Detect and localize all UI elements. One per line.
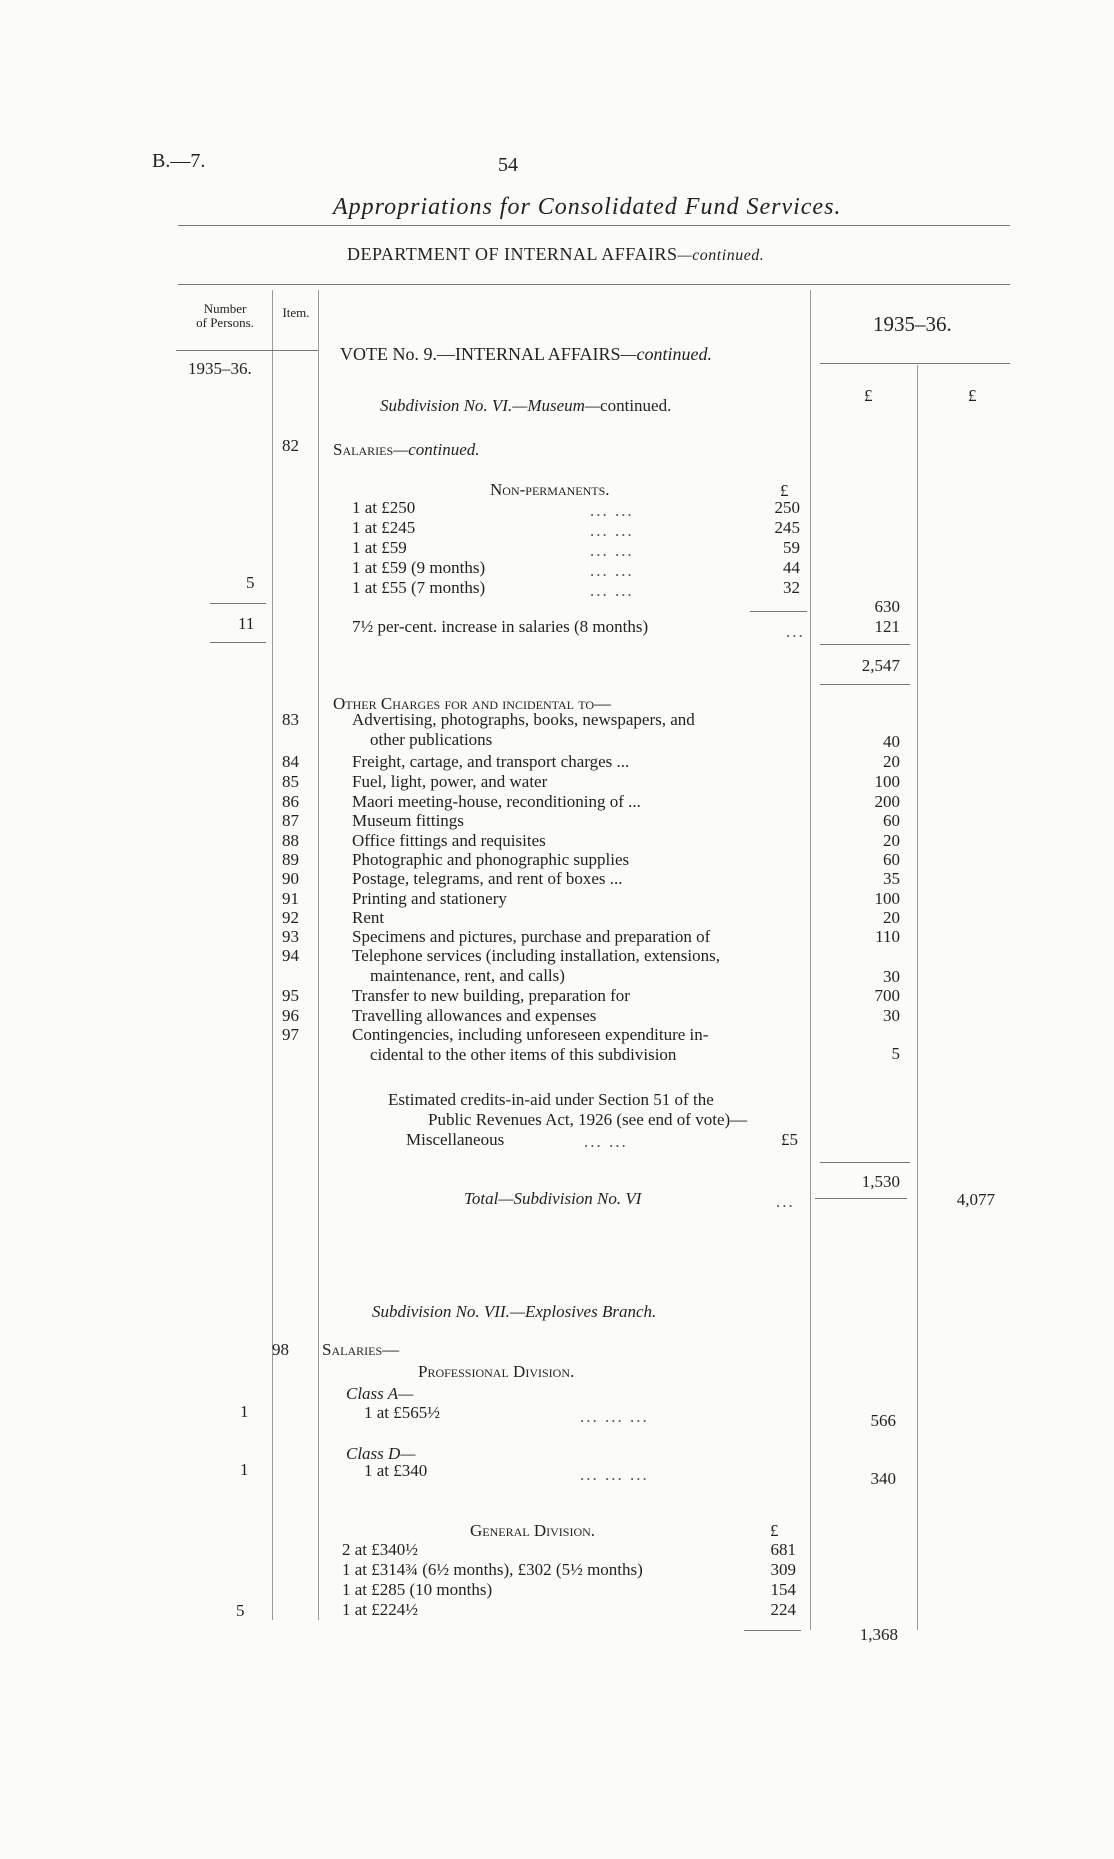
general-division-label: 2 at £340½ [342, 1540, 419, 1559]
charge-label: Postage, telegrams, and rent of boxes ... [352, 869, 623, 888]
general-division-amount: 681 [770, 1540, 796, 1559]
salaries-heading [333, 440, 480, 460]
salaries-total: 2,547 [861, 656, 900, 675]
charge-label: Contingencies, including unforeseen expenditure in- [352, 1025, 709, 1044]
item-number: 94 [282, 946, 299, 965]
pound-column-a: £ [864, 386, 873, 405]
credits-line-3: Miscellaneous [406, 1130, 505, 1149]
item-number: 89 [282, 850, 299, 869]
charge-amount: 700 [874, 986, 900, 1005]
pound-sign: £ [780, 481, 789, 500]
general-division-amount: 224 [770, 1600, 796, 1619]
general-division-amount: 309 [770, 1560, 796, 1579]
charge-amount: 40 [883, 732, 900, 751]
credits-line-2: Public Revenues Act, 1926 (see end of vote)— [428, 1110, 748, 1129]
leader-dots: ... ... ... [580, 1407, 649, 1426]
item-number: 97 [282, 1025, 299, 1044]
page-reference: B.—7. [152, 150, 206, 172]
charge-label: Rent [352, 908, 385, 927]
subdivision-vi-title: Subdivision No. VI.—Museum— [380, 396, 601, 415]
subdivision-vi-total: 4,077 [956, 1190, 995, 1209]
charge-amount: 60 [883, 811, 900, 830]
subdivision-vi-total-label: Total—Subdivision No. VI [464, 1189, 642, 1208]
charge-label: Printing and stationery [352, 889, 507, 908]
salaries-label: Salaries [333, 440, 394, 459]
subdivision-vi-suffix: continued. [600, 396, 672, 415]
charge-amount: 100 [874, 772, 900, 791]
page-title: Appropriations for Consolidated Fund Services. [333, 194, 842, 220]
other-charges-heading: Other Charges for and incidental to— [333, 694, 612, 713]
charge-amount: 20 [883, 752, 900, 771]
item-number: 96 [282, 1006, 299, 1025]
leader-dots: ... ... [584, 1132, 628, 1151]
charge-amount: 110 [875, 927, 900, 946]
non-permanent-label: 1 at £245 [352, 518, 416, 537]
class-d-amount: 340 [870, 1469, 896, 1488]
general-division-total: 1,368 [859, 1625, 898, 1644]
item-number: 87 [282, 811, 299, 830]
leader-dots: ... [786, 622, 805, 641]
non-permanents-heading: Non-permanents. [490, 480, 610, 499]
pound-sign: £ [770, 1521, 779, 1540]
item-number: 92 [282, 908, 299, 927]
charge-label: Specimens and pictures, purchase and preparation of [352, 927, 711, 946]
general-division-amount: 154 [770, 1580, 796, 1599]
leader-dots: ... [776, 1192, 795, 1211]
persons-column-header: Number of Persons. [196, 301, 254, 330]
persons-count: 1 [240, 1402, 249, 1421]
charge-label: Office fittings and requisites [352, 831, 546, 850]
charge-amount: 100 [874, 889, 900, 908]
item-number: 95 [282, 986, 299, 1005]
item-number: 84 [282, 752, 299, 771]
item-number: 85 [282, 772, 299, 791]
charge-label: Freight, cartage, and transport charges ... [352, 752, 630, 771]
pound-column-b: £ [968, 386, 977, 405]
year-header-right: 1935–36. [873, 312, 952, 336]
salaries-heading: Salaries— [322, 1340, 400, 1359]
charge-label: Transfer to new building, preparation for [352, 986, 630, 1005]
class-d-heading: Class D— [346, 1444, 416, 1463]
charge-label: Fuel, light, power, and water [352, 772, 548, 791]
leader-dots: ... ... [590, 541, 634, 560]
page-number: 54 [498, 154, 518, 176]
class-d-line: 1 at £340 [364, 1461, 428, 1480]
non-permanent-label: 1 at £59 [352, 538, 407, 557]
item-number: 83 [282, 710, 299, 729]
non-permanent-label: 1 at £250 [352, 498, 416, 517]
charge-amount: 5 [891, 1044, 900, 1063]
persons-total: 11 [238, 614, 255, 633]
charge-label-continued: other publications [370, 730, 493, 749]
vote-title: VOTE No. 9.—INTERNAL AFFAIRS [340, 344, 621, 364]
vote-heading [340, 344, 712, 365]
salaries-suffix: —continued. [393, 440, 480, 459]
leader-dots: ... ... [590, 561, 634, 580]
charge-label: Telephone services (including installation, extensions, [352, 946, 720, 965]
non-permanent-amount: 44 [783, 558, 800, 577]
charge-amount: 200 [874, 792, 900, 811]
persons-count: 5 [236, 1601, 245, 1620]
item-number: 82 [282, 436, 299, 455]
charge-amount: 30 [883, 967, 900, 986]
charge-label: Advertising, photographs, books, newspapers, and [352, 710, 695, 729]
non-permanent-amount: 250 [774, 498, 800, 517]
department-suffix: —continued. [677, 247, 765, 264]
credits-amount: £5 [781, 1130, 798, 1149]
charge-label: Travelling allowances and expenses [352, 1006, 597, 1025]
item-number: 90 [282, 869, 299, 888]
subdivision-vi-heading [380, 396, 671, 416]
other-charges-total: 1,530 [861, 1172, 900, 1191]
increase-amount: 121 [874, 617, 900, 636]
charge-label-continued: maintenance, rent, and calls) [370, 966, 565, 985]
charge-amount: 20 [883, 831, 900, 850]
year-header-left: 1935–36. [188, 359, 252, 378]
charge-label: Photographic and phonographic supplies [352, 850, 630, 869]
item-number: 93 [282, 927, 299, 946]
charge-label: Maori meeting-house, reconditioning of ... [352, 792, 641, 811]
charge-amount: 60 [883, 850, 900, 869]
class-a-line: 1 at £565½ [364, 1403, 441, 1422]
professional-division-heading: Professional Division. [418, 1362, 575, 1381]
non-permanents-total: 630 [874, 597, 900, 616]
non-permanent-amount: 245 [774, 518, 800, 537]
vote-suffix: —continued. [620, 344, 713, 364]
class-a-heading: Class A— [346, 1384, 414, 1403]
department-name: DEPARTMENT OF INTERNAL AFFAIRS [347, 244, 678, 264]
charge-amount: 20 [883, 908, 900, 927]
leader-dots: ... ... [590, 501, 634, 520]
persons-count: 1 [240, 1460, 249, 1479]
general-division-heading: General Division. [470, 1521, 596, 1540]
item-number: 88 [282, 831, 299, 850]
class-a-amount: 566 [870, 1411, 896, 1430]
subdivision-vii-heading: Subdivision No. VII.—Explosives Branch. [372, 1302, 657, 1321]
leader-dots: ... ... ... [580, 1465, 649, 1484]
charge-label-continued: cidental to the other items of this subdivision [370, 1045, 677, 1064]
charge-amount: 30 [883, 1006, 900, 1025]
leader-dots: ... ... [590, 521, 634, 540]
credits-line-1: Estimated credits-in-aid under Section 51 of the [388, 1090, 714, 1109]
general-division-label: 1 at £224½ [342, 1600, 419, 1619]
general-division-label: 1 at £285 (10 months) [342, 1580, 493, 1599]
charge-amount: 35 [883, 869, 900, 888]
non-permanent-label: 1 at £59 (9 months) [352, 558, 486, 577]
persons-count: 5 [246, 573, 255, 592]
item-number: 86 [282, 792, 299, 811]
item-column-header: Item. [282, 305, 310, 320]
non-permanent-label: 1 at £55 (7 months) [352, 578, 486, 597]
department-heading [347, 244, 764, 265]
leader-dots: ... ... [590, 581, 634, 600]
item-number: 91 [282, 889, 299, 908]
non-permanent-amount: 32 [783, 578, 800, 597]
charge-label: Museum fittings [352, 811, 464, 830]
non-permanent-amount: 59 [783, 538, 800, 557]
item-number: 98 [272, 1340, 289, 1359]
general-division-label: 1 at £314¾ (6½ months), £302 (5½ months) [342, 1560, 643, 1579]
increase-label: 7½ per-cent. increase in salaries (8 months) [352, 617, 649, 636]
